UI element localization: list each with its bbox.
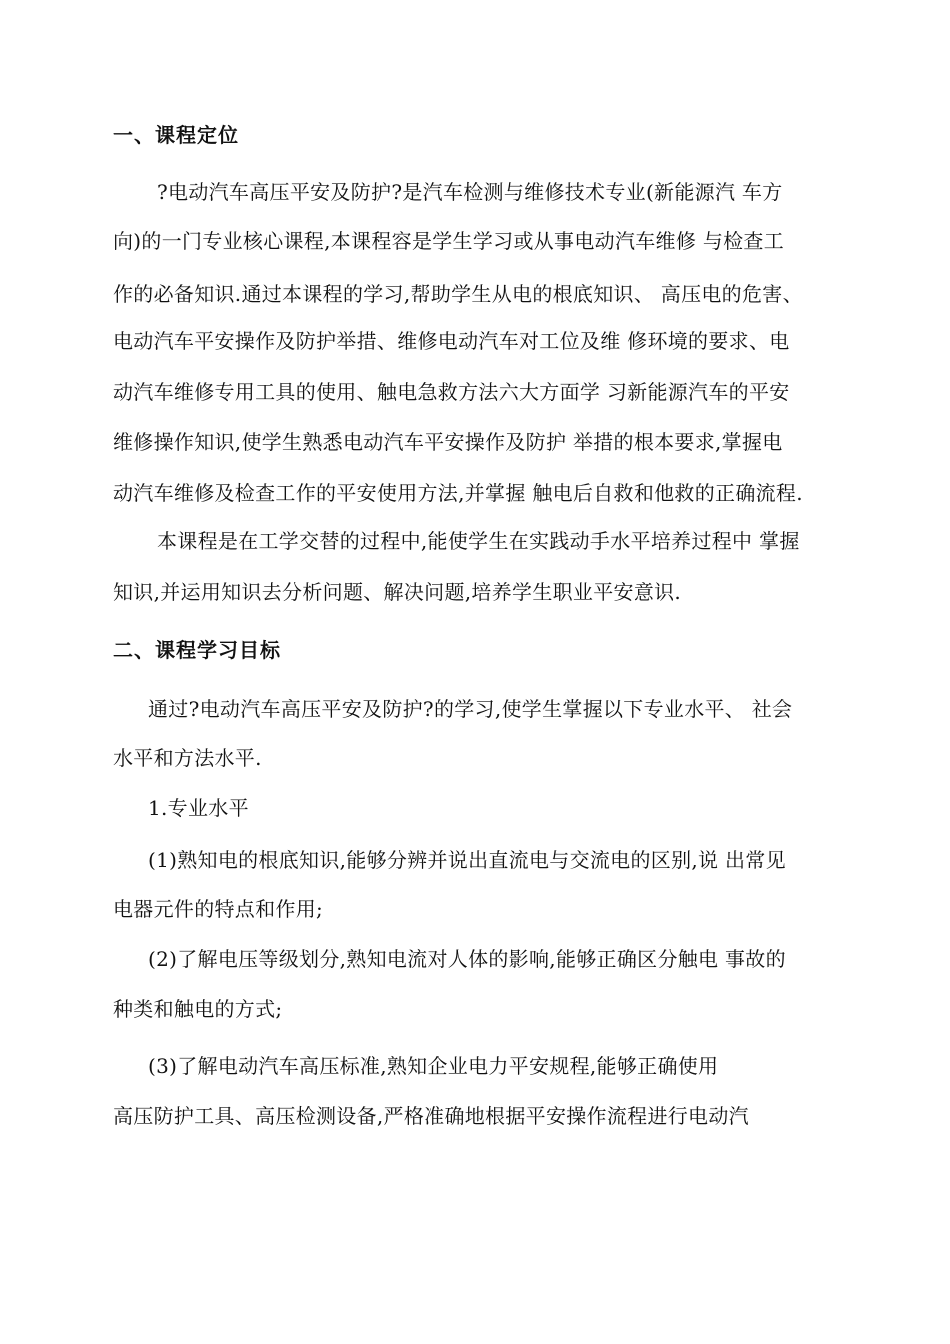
subheading-professional-level: 1.专业水平 <box>148 796 249 820</box>
paragraph-line: 动汽车维修专用工具的使用、触电急救方法六大方面学 习新能源汽车的平安 <box>113 380 790 404</box>
paragraph-line: 动汽车维修及检查工作的平安使用方法,并掌握 触电后自救和他救的正确流程. <box>113 481 803 505</box>
paragraph-line: 高压防护工具、高压检测设备,严格准确地根据平安操作流程进行电动汽 <box>113 1104 749 1128</box>
paragraph-line: 种类和触电的方式; <box>113 997 283 1021</box>
paragraph-line: 通过?电动汽车高压平安及防护?的学习,使学生掌握以下专业水平、 社会 <box>148 697 793 721</box>
paragraph-line: 本课程是在工学交替的过程中,能使学生在实践动手水平培养过程中 掌握 <box>157 529 800 553</box>
section-2-heading: 二、课程学习目标 <box>113 638 281 662</box>
paragraph-line: 电器元件的特点和作用; <box>113 897 324 921</box>
paragraph-line: 电动汽车平安操作及防护举措、维修电动汽车对工位及维 修环境的要求、电 <box>113 329 790 353</box>
paragraph-line: (1)熟知电的根底知识,能够分辨并说出直流电与交流电的区别,说 出常见 <box>148 848 786 872</box>
paragraph-line: 向)的一门专业核心课程,本课程容是学生学习或从事电动汽车维修 与检查工 <box>113 229 785 253</box>
section-1-heading: 一、课程定位 <box>113 123 239 147</box>
paragraph-line: 维修操作知识,使学生熟悉电动汽车平安操作及防护 举措的根本要求,掌握电 <box>113 430 783 454</box>
paragraph-line: 知识,并运用知识去分析问题、解决问题,培养学生职业平安意识. <box>113 580 682 604</box>
paragraph-line: 水平和方法水平. <box>113 746 262 770</box>
paragraph-line: 作的必备知识.通过本课程的学习,帮助学生从电的根底知识、 高压电的危害、 <box>113 282 803 306</box>
paragraph-line: (3)了解电动汽车高压标准,熟知企业电力平安规程,能够正确使用 <box>148 1054 719 1078</box>
paragraph-line: (2)了解电压等级划分,熟知电流对人体的影响,能够正确区分触电 事故的 <box>148 947 786 971</box>
paragraph-line: ?电动汽车高压平安及防护?是汽车检测与维修技术专业(新能源汽 车方 <box>157 180 783 204</box>
